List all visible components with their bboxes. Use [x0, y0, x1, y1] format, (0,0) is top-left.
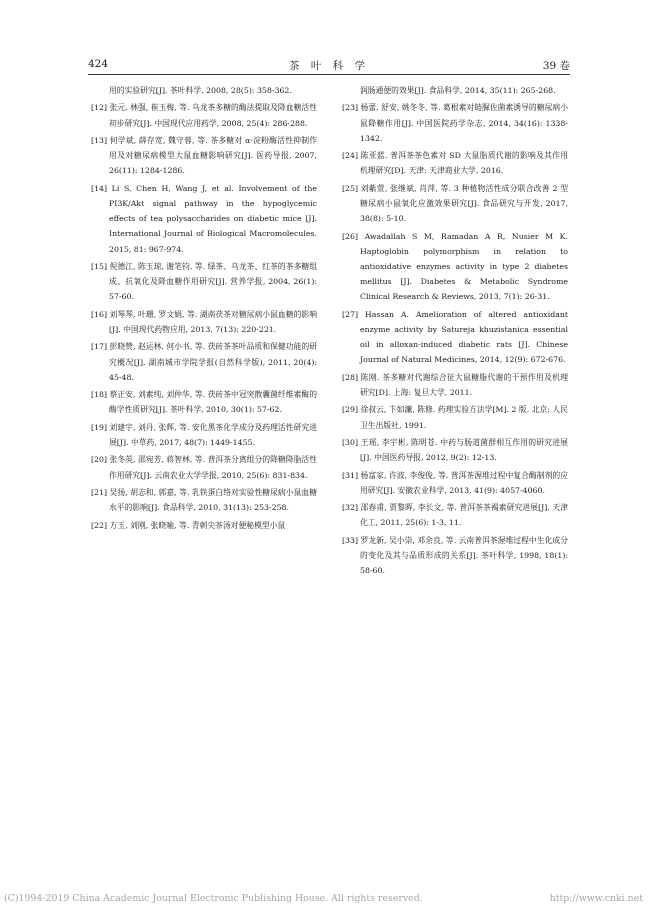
cnki-link[interactable]: http://www.cnki.net [549, 893, 643, 904]
reference-number: [20] [91, 455, 108, 465]
reference-entry [91, 181, 317, 257]
reference-number: [26] [342, 231, 359, 241]
reference-text: 倪德江, 陈玉琼, 谢笔钧, 等. 绿茶、乌龙茶、红茶的茶多糖组成、抗氧化及降血糖作用研究[J]. 营养学报, 2004, 26(1): 57-60. [109, 261, 317, 302]
reference-entry [342, 500, 568, 530]
reference-number: [18] [91, 390, 108, 400]
reference-text: 刘紫萱, 张继斌, 肖萍, 等. 3 种植物活性成分联合改善 2 型糖尿病小鼠氧化应激效果研究[J]. 食品研究与开发, 2017, 38(8): 5-10. [360, 183, 568, 224]
reference-entry [342, 533, 568, 579]
reference-text: 润肠通便的效果[J]. 食品科学, 2014, 35(11): 265-268. [360, 86, 556, 95]
references-left-column [91, 83, 317, 535]
reference-entry [342, 435, 568, 465]
reference-text: 何学斌, 薛存宽, 魏守蓉, 等. 茶多糖对 α-淀粉酶活性抑制作用及对糖尿病模型大鼠血糖影响研究[J]. 医药导报, 2007, 26(11): 1284-1286. [109, 135, 317, 176]
reference-number: [30] [342, 437, 359, 447]
reference-number: [13] [91, 135, 108, 145]
reference-number: [27] [342, 309, 359, 319]
reference-entry [91, 452, 317, 482]
reference-entry [91, 387, 317, 417]
reference-number: [32] [342, 503, 359, 513]
reference-text: 王瑶, 李宇彬, 陈明苍. 中药与肠道菌群相互作用的研究进展[J]. 中国医药导报, 2012, 9(2): 12-13. [360, 437, 568, 463]
reference-entry [342, 402, 568, 432]
reference-text: 方玉, 刘刚, 张晓喻, 等. 青刺尖茶汤对便秘模型小鼠 [109, 520, 286, 530]
reference-number: [28] [342, 372, 359, 382]
reference-number: [21] [91, 487, 108, 497]
reference-number: [17] [91, 342, 108, 352]
reference-text: Hassan A. Amelioration of altered antioxidant enzyme activity by Satureja khuzistanica essential oil in alloxan-induced diabetic rats [J]. Chinese Journal of Natural Medicines, 2014, 12(9): 672-676. [360, 309, 568, 365]
reference-number: [19] [91, 422, 108, 432]
reference-text: 邵春甫, 贾黎晖, 李长文, 等. 普洱茶茶褐素研究进展[J]. 天津化工, 2011, 25(6): 1-3, 11. [360, 503, 568, 528]
reference-number: [33] [342, 535, 359, 545]
reference-text: 吴扬, 胡志和, 郭嘉, 等. 乳铁蛋白络对实验性糖尿病小鼠血糖水平的影响[J]. 食品科学, 2010, 31(13): 253-258. [109, 487, 317, 513]
volume-label: 39 卷 [542, 60, 570, 72]
reference-number: [14] [91, 183, 108, 193]
reference-number: [23] [342, 103, 359, 113]
reference-text: 刘琴琴, 叶珊, 罗文娟, 等. 湖南茯茶对糖尿病小鼠血糖的影响[J]. 中国现代药物应用, 2013, 7(13): 220-221. [109, 309, 317, 334]
reference-text: 罗龙新, 吴小崇, 邓余良, 等. 云南普洱茶渥堆过程中生化成分的变化及其与品质形成的关系[J]. 茶叶科学, 1998, 18(1): 58-60. [360, 535, 568, 576]
reference-entry [91, 307, 317, 337]
copyright-notice: (C)1994-2019 China Academic Journal Electronic Publishing House. All rights reserved. [4, 893, 423, 904]
references-right-column [342, 83, 568, 581]
reference-entry [91, 259, 317, 305]
reference-entry [91, 100, 317, 130]
reference-number: [12] [91, 103, 108, 113]
reference-text: 蔡正安, 刘素纯, 刘仲华, 等. 茯砖茶中冠突散囊菌纤维素酶的酶学性质研究[J]. 茶叶科学, 2010, 30(1): 57-62. [109, 390, 317, 415]
reference-entry [342, 468, 568, 498]
reference-entry [342, 307, 568, 368]
reference-entry [342, 148, 568, 178]
reference-text: 陈亚蓝. 普洱茶茶色素对 SD 大鼠脂质代谢的影响及其作用机理研究[D]. 天津: 天津商业大学, 2016. [360, 151, 568, 176]
reference-number: [31] [342, 470, 359, 480]
reference-entry [91, 83, 317, 98]
reference-entry [342, 83, 568, 98]
reference-text: 张冬英, 邵宛芳, 蒋智林, 等. 普洱茶分离组分的降糖降脂活性作用研究[J]. 云南农业大学学报, 2010, 25(6): 831-834. [109, 455, 317, 480]
reference-number: [16] [91, 309, 108, 319]
reference-entry [91, 485, 317, 515]
reference-entry [91, 518, 317, 533]
running-header [88, 58, 570, 74]
header-rule [88, 74, 570, 75]
reference-number: [22] [91, 520, 108, 530]
reference-entry [91, 420, 317, 450]
reference-text: 用的实验研究[J]. 茶叶科学, 2008, 28(5): 358-362. [109, 86, 292, 95]
footer [4, 893, 647, 909]
reference-number: [29] [342, 405, 359, 415]
reference-text: 徐叔云, 卞如濂, 陈修. 药理实验方法学[M]. 2 版. 北京: 人民卫生出版社, 1991. [360, 405, 568, 430]
reference-entry [342, 181, 568, 227]
reference-entry [342, 229, 568, 305]
reference-text: 陈刚. 茶多糖对代谢综合征大鼠糖脂代谢的干预作用及机理研究[D]. 上海: 复旦大学, 2011. [360, 372, 568, 397]
reference-text: 杨富家, 许波, 李俊俊, 等. 普洱茶渥堆过程中复合酶制剂的应用研究[J]. 安徽农业科学, 2013, 41(9): 4057-4060. [360, 470, 568, 495]
reference-entry [91, 133, 317, 179]
reference-text: Li S, Chen H, Wang J, et al. Involvement of the PI3K/Akt signal pathway in the hypoglycemic effects of tea polysaccharides on diabetic mice [J]. International Journal of Biological Macromolecules. 2015, 81: 967-974. [109, 183, 317, 254]
reference-text: 彭晓赞, 赵运林, 何小书, 等. 茯砖茶茶叶品质和保健功能的研究概况[J]. 湖南城市学院学报(自然科学版), 2011, 20(4): 45-48. [109, 342, 317, 382]
reference-text: 杨蕾, 舒安, 姚冬冬, 等. 葛根素对链脲佐菌素诱导的糖尿病小鼠降糖作用[J]. 中国医院药学杂志, 2014, 34(16): 1338-1342. [360, 103, 568, 143]
journal-title: 茶 叶 科 学 [288, 60, 369, 72]
reference-entry [91, 339, 317, 385]
reference-text: 张元, 林强, 崔玉梅, 等. 乌龙茶多糖的酶法提取及降血糖活性初步研究[J]. 中国现代应用药学, 2008, 25(4): 286-288. [109, 103, 317, 128]
reference-number: [15] [91, 261, 108, 271]
reference-entry [342, 100, 568, 146]
reference-number: [24] [342, 151, 359, 161]
page-number: 424 [88, 58, 109, 70]
reference-entry [342, 370, 568, 400]
reference-number: [25] [342, 183, 359, 193]
reference-text: Awadallah S M, Ramadan A R, Nusier M K. Haptoglobin polymorphism in relation to antioxidative enzymes activity in type 2 diabetes mellitus [J]. Diabetes & Metabolic Syndrome Clinical Research & Reviews, 2013, 7(1): 26-31. [360, 231, 568, 302]
reference-text: 刘建宇, 刘丹, 张辉, 等. 安化黑茶化学成分及药理活性研究进展[J]. 中草药, 2017, 48(7): 1449-1455. [109, 422, 317, 447]
